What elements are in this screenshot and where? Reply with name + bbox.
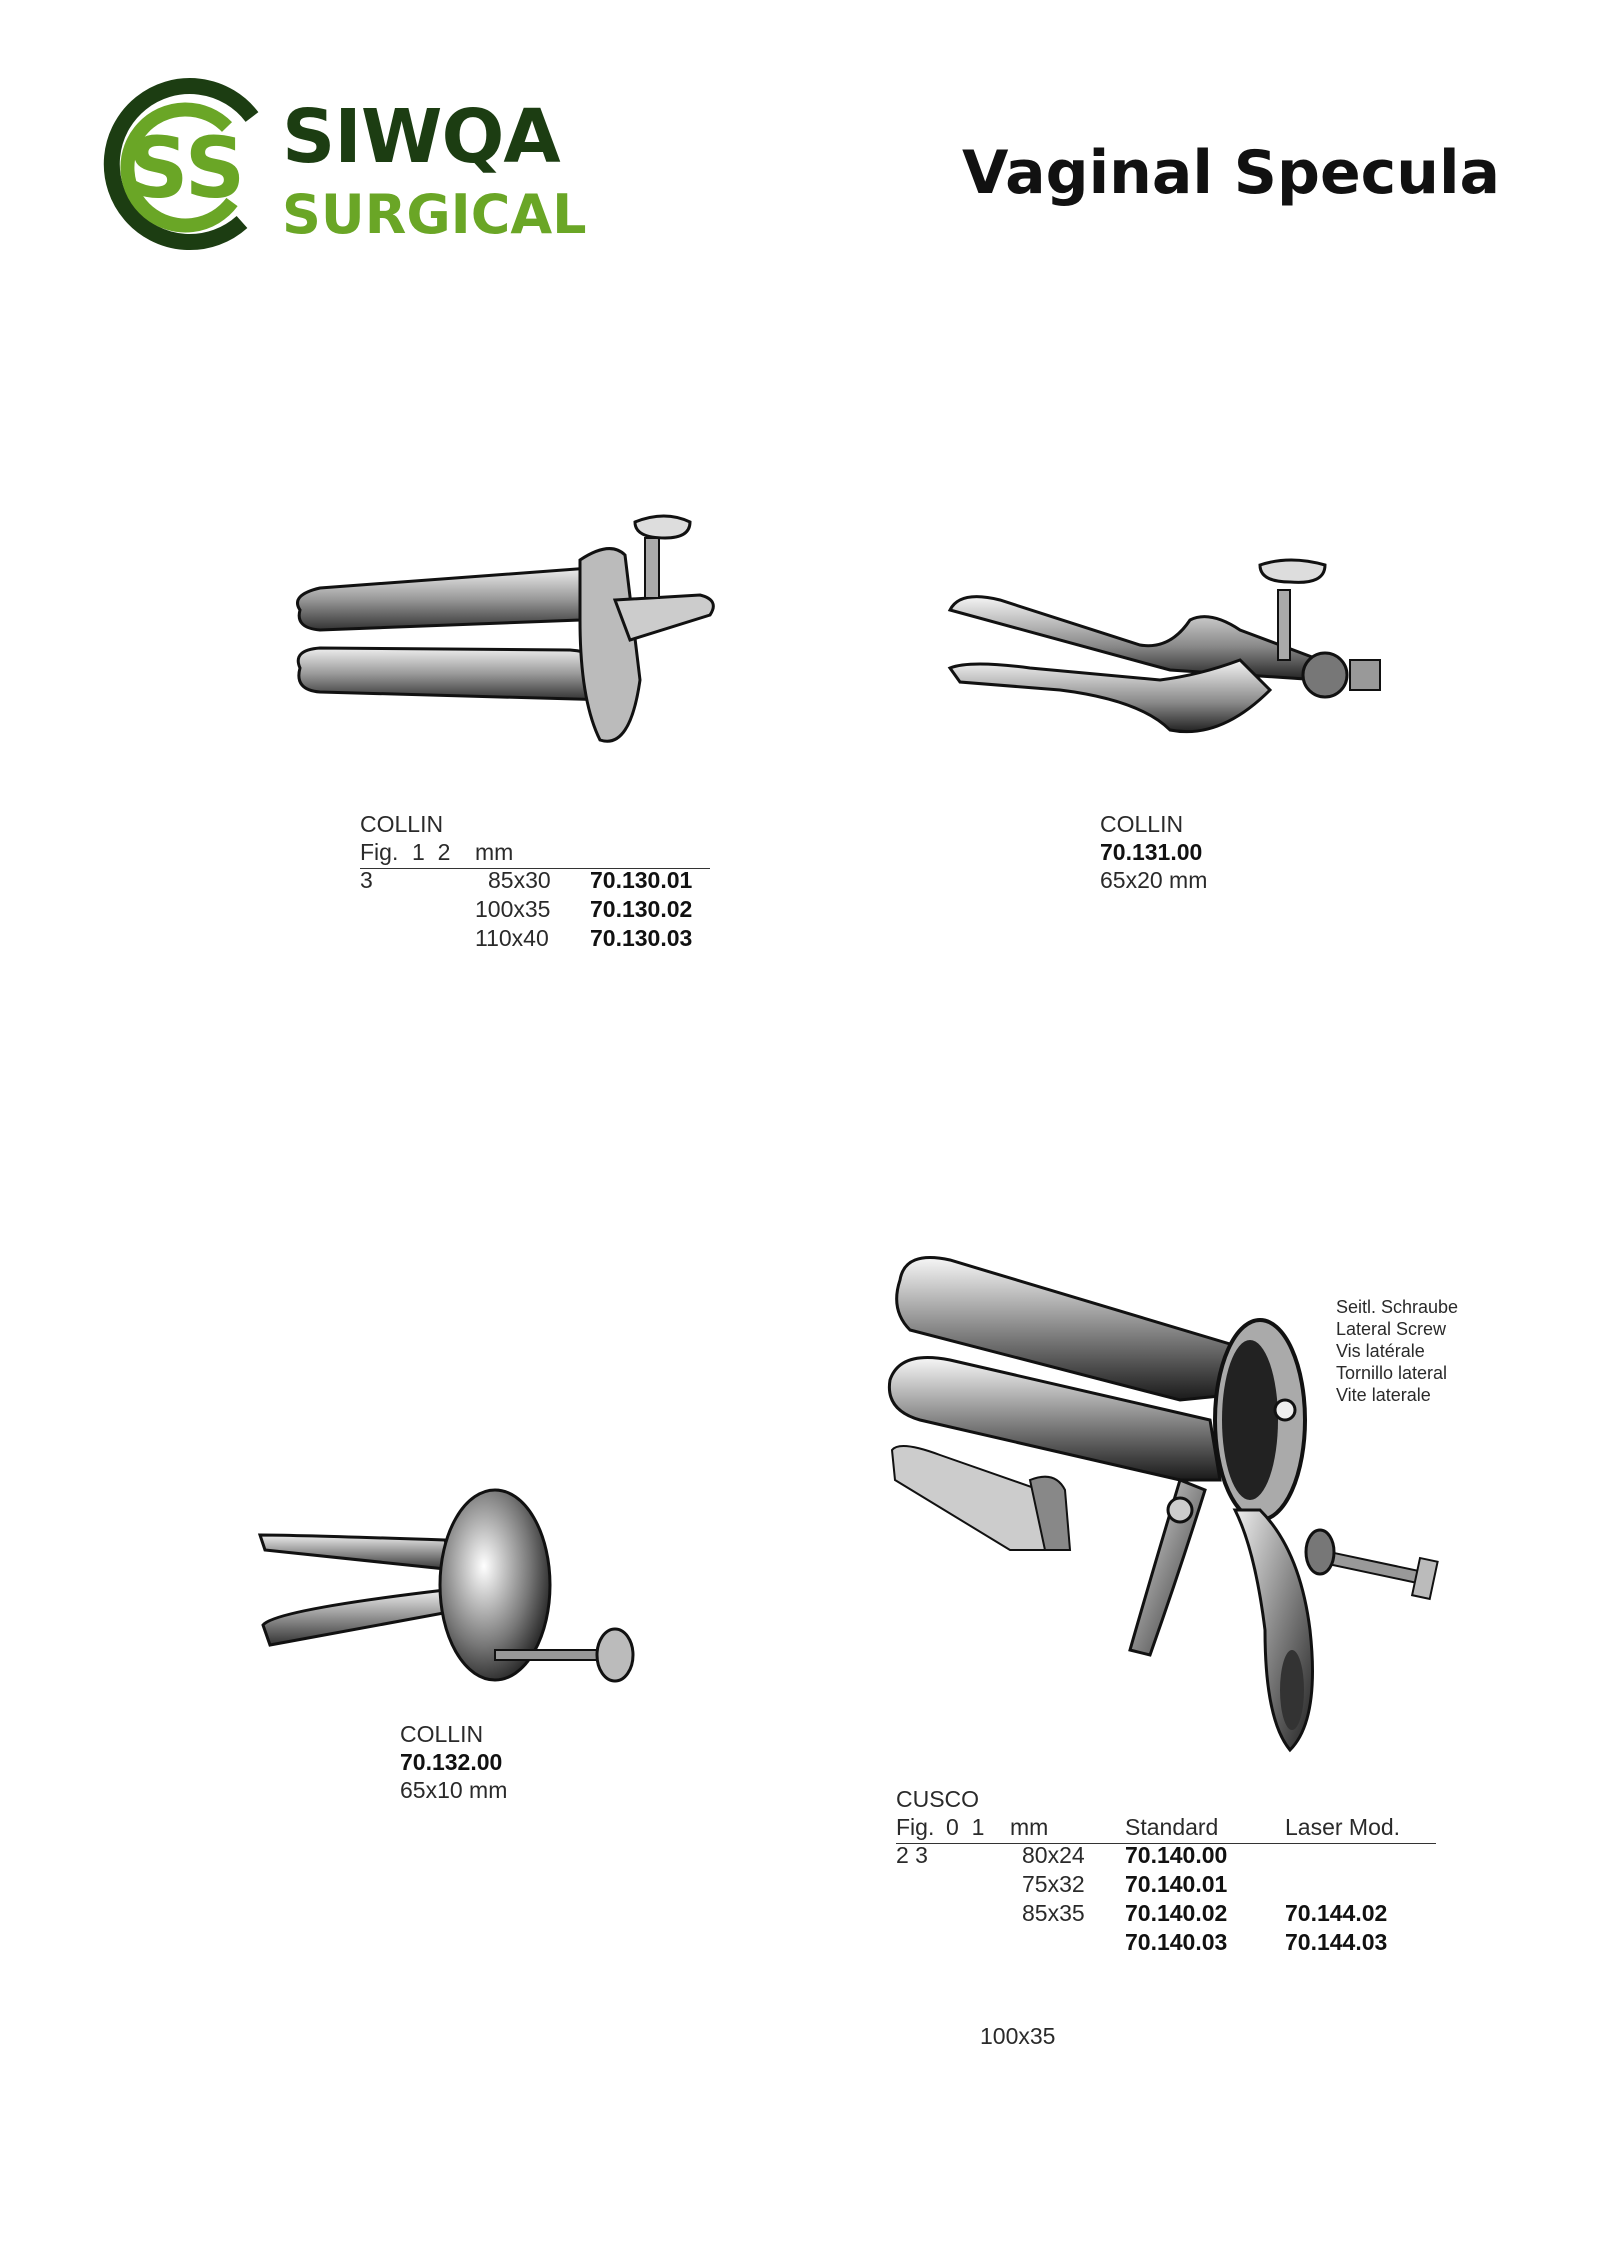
lateral-screw-note-it: Vite laterale (1336, 1385, 1431, 1405)
logo-text-siwqa: SIWQA (282, 94, 560, 180)
page-title: Vaginal Specula (961, 138, 1500, 208)
collin-1-head-mm: mm (475, 839, 514, 865)
collin-1-row-size: 85x30 (488, 867, 551, 893)
cusco-extra-size: 100x35 (980, 2023, 1056, 2049)
lateral-screw-note-es: Tornillo lateral (1336, 1363, 1448, 1383)
collin-1-name: COLLIN (360, 811, 444, 837)
collin-1-head-fig: Fig. (360, 839, 399, 865)
lateral-screw-note-fr: Vis latérale (1336, 1341, 1425, 1361)
collin-3-size: 65x10 mm (400, 1777, 508, 1803)
lateral-screw-note-de: Seitl. Schraube (1336, 1297, 1459, 1317)
collin-speculum-image-1 (280, 500, 740, 770)
company-logo (92, 72, 587, 262)
lateral-screw-note-en: Lateral Screw (1336, 1319, 1447, 1339)
collin-1-fig-nums: 3 (360, 867, 373, 893)
cusco-row-laser: 70.144.03 (1285, 1929, 1388, 1955)
cusco-row-standard: 70.140.02 (1125, 1900, 1228, 1926)
cusco-row-standard: 70.140.01 (1125, 1871, 1228, 1897)
cusco-head-fig: Fig. (896, 1814, 935, 1840)
collin-speculum-image-3 (255, 1480, 645, 1700)
cusco-name: CUSCO (896, 1786, 980, 1812)
cusco-row-standard: 70.140.00 (1125, 1842, 1228, 1868)
collin-2-name: COLLIN (1100, 811, 1184, 837)
collin-1-row-size: 110x40 (475, 925, 549, 951)
collin-3-name: COLLIN (400, 1721, 484, 1747)
collin-1-row-code: 70.130.03 (590, 925, 693, 951)
collin-1-row-size: 100x35 (475, 896, 551, 922)
logo-monogram: SS (128, 119, 246, 217)
cusco-head-laser: Laser Mod. (1285, 1814, 1401, 1840)
collin-1-row-code: 70.130.01 (590, 867, 693, 893)
cusco-row-standard: 70.140.03 (1125, 1929, 1228, 1955)
collin-speculum-image-2 (940, 540, 1400, 760)
cusco-row-laser: 70.144.02 (1285, 1900, 1388, 1926)
collin-2-code: 70.131.00 (1100, 839, 1203, 865)
cusco-row-size: 80x24 (1022, 1842, 1085, 1868)
collin-1-head-figs: 1 2 (412, 839, 451, 865)
collin-3-code: 70.132.00 (400, 1749, 503, 1775)
cusco-fig-nums: 2 3 (896, 1842, 928, 1868)
cusco-head-mm: mm (1010, 1814, 1049, 1840)
cusco-row-size: 85x35 (1022, 1900, 1085, 1926)
collin-2-size: 65x20 mm (1100, 867, 1208, 893)
cusco-head-standard: Standard (1125, 1814, 1219, 1840)
logo-emblem (92, 72, 282, 262)
cusco-row-size: 75x32 (1022, 1871, 1085, 1897)
collin-1-row-code: 70.130.02 (590, 896, 693, 922)
logo-text-surgical: SURGICAL (282, 183, 587, 246)
cusco-head-figs: 0 1 (946, 1814, 985, 1840)
